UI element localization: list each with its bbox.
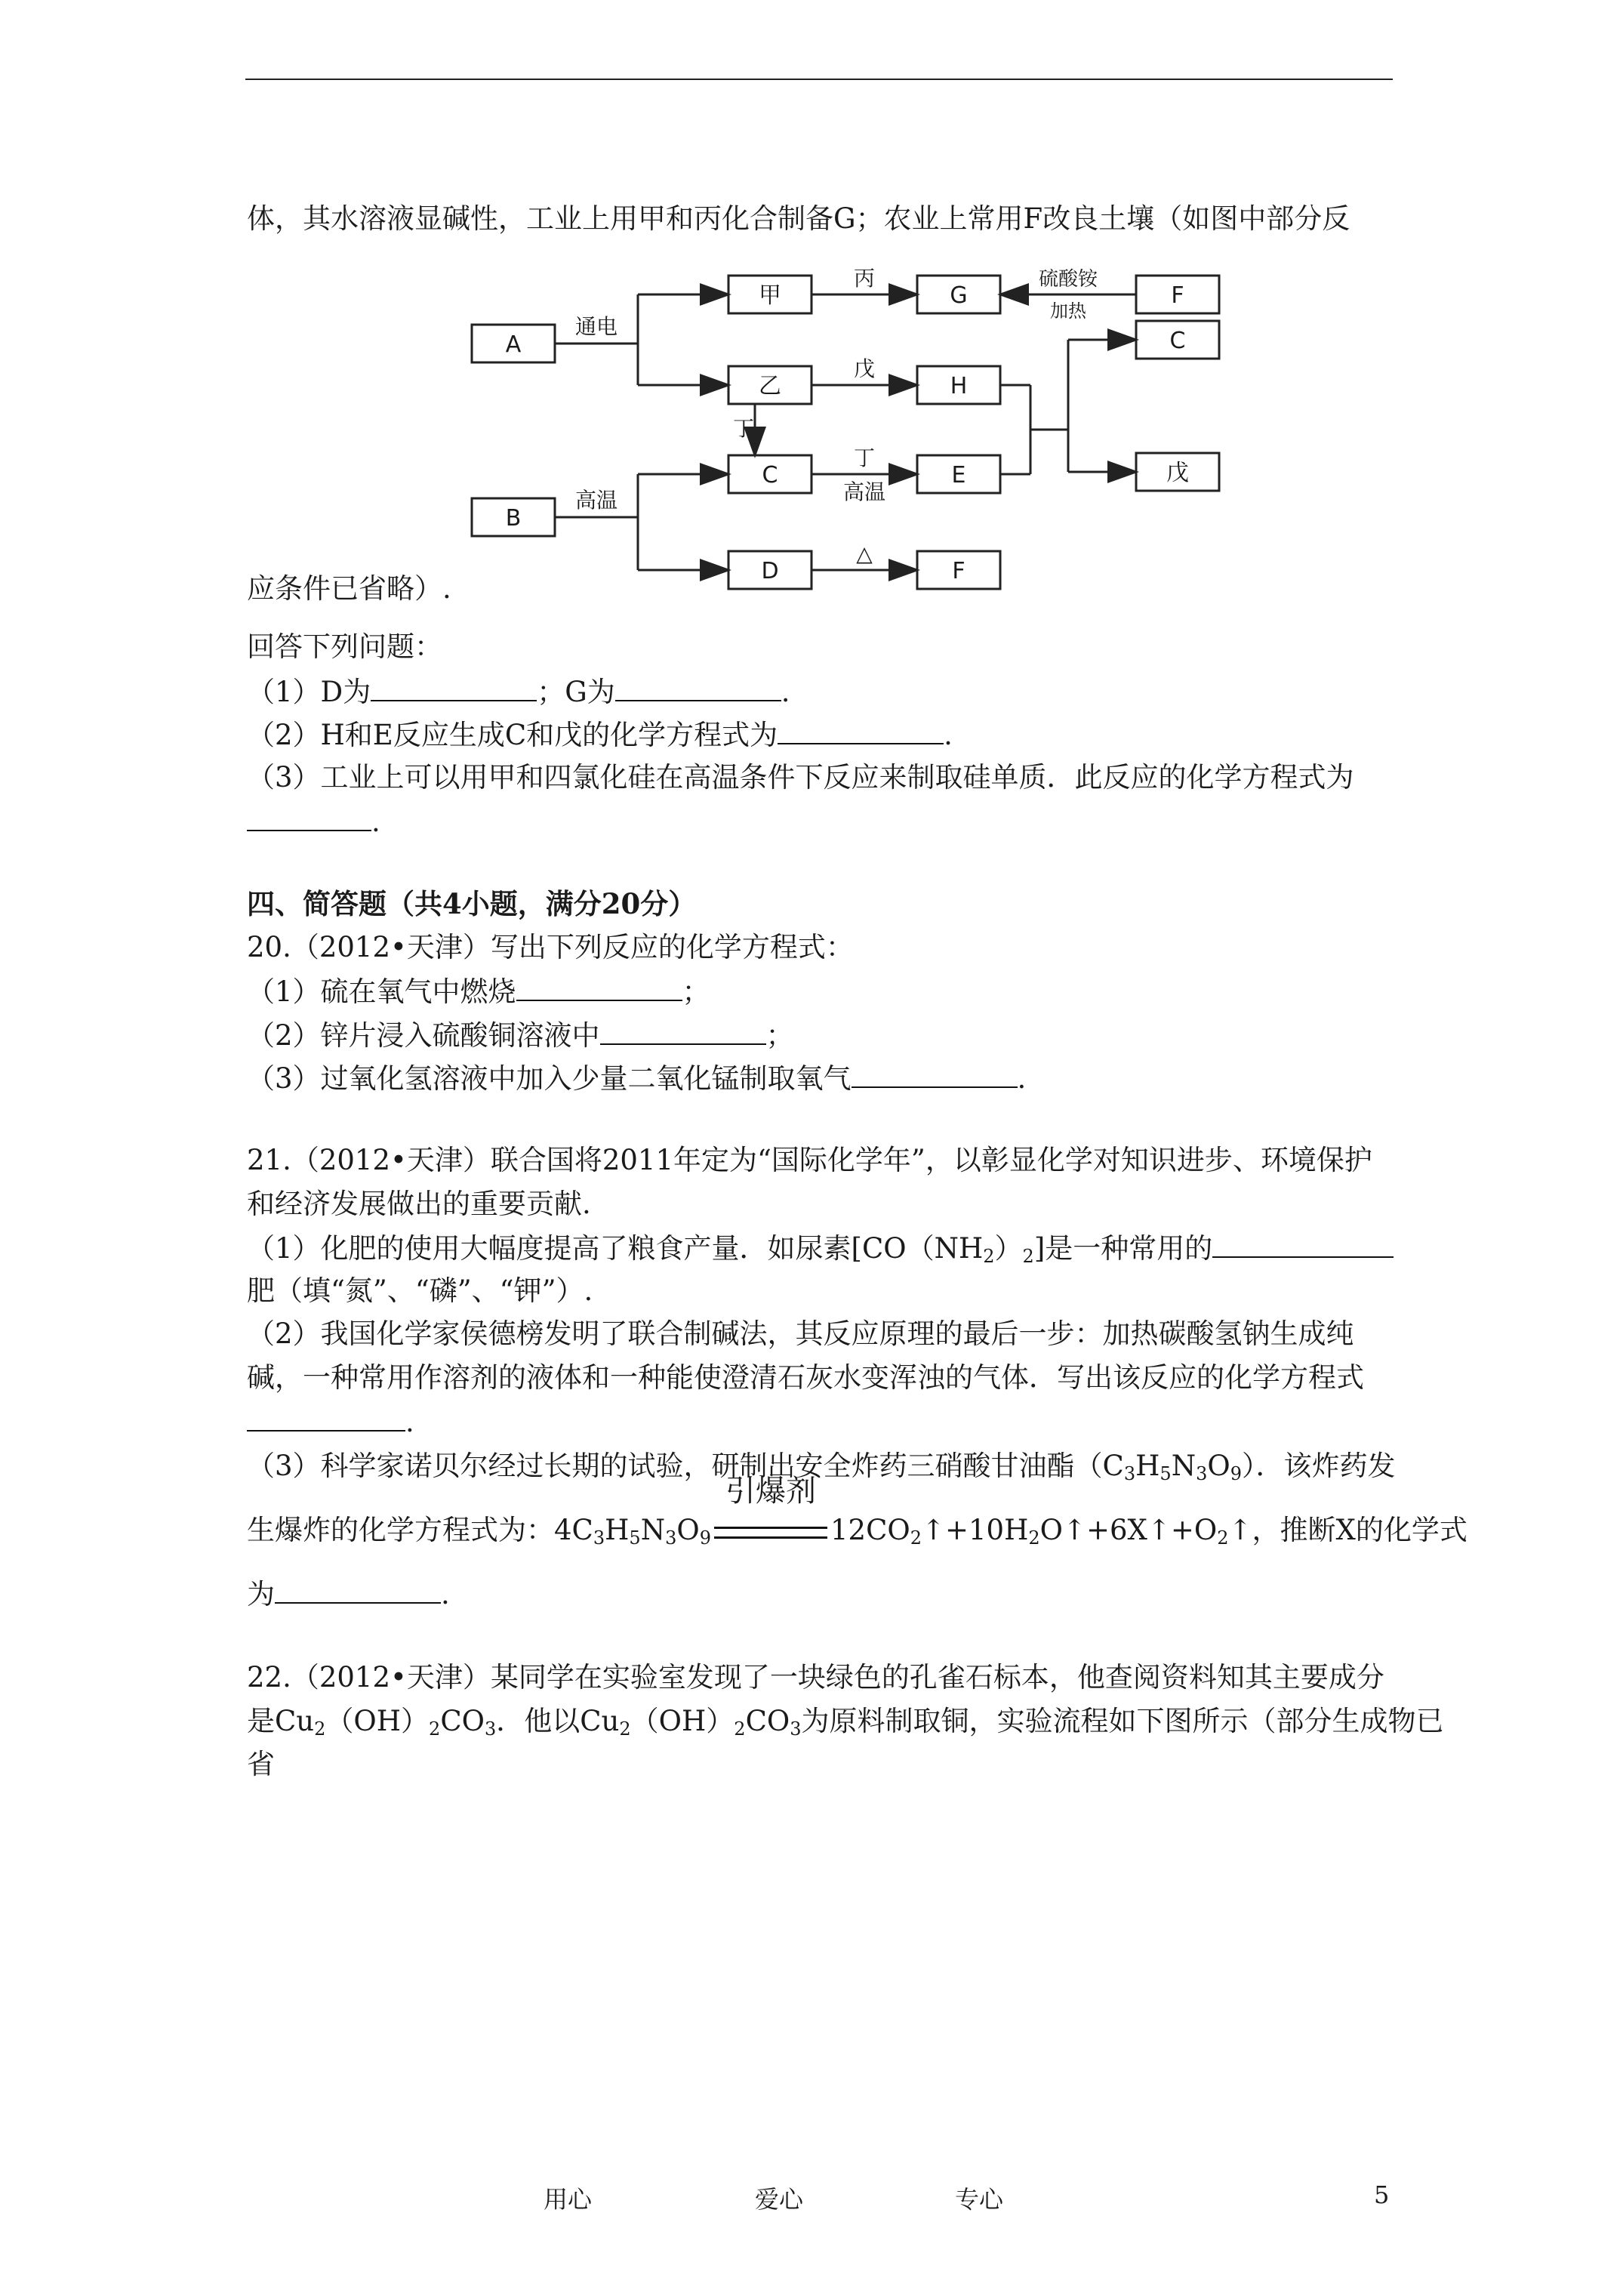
q19-answer-prompt: 回答下列问题： xyxy=(247,630,442,663)
q19-part1: （1）D为 ；G为 . xyxy=(247,676,790,708)
label-wu: 戊 xyxy=(853,356,876,381)
q22-stem-line2: 是$Cu_2(OH)_2CO_3$．他以$Cu_2(OH)_2CO_3$为原料制取铜，实验流程如下图所示（部分生成物已 xyxy=(247,1705,1444,1740)
q21-part2-line1: （2）我国化学家侯德榜发明了联合制碱法，其反应原理的最后一步：加热碳酸氢钠生成纯 xyxy=(247,1318,1354,1350)
node-wu: 戊 xyxy=(1166,460,1189,486)
q21-blank-fertilizer[interactable] xyxy=(1212,1231,1394,1258)
q20-part1: （1）硫在氧气中燃烧 ； xyxy=(247,975,710,1008)
reaction-condition-label: 引爆剂 xyxy=(725,1474,816,1509)
q19-part3-answer: . xyxy=(247,804,380,839)
node-g: G xyxy=(950,282,968,309)
q19-intro-line: 体，其水溶液显碱性，工业上用甲和丙化合制备G；农业上常用F改良土壤（如图中部分反 xyxy=(247,202,1350,235)
reaction-condition xyxy=(711,1474,830,1547)
label-gaowen2: 高温 xyxy=(842,479,886,504)
q19-blank-d[interactable] xyxy=(371,674,537,701)
header-rule xyxy=(245,79,1393,80)
footer-left: 用心 xyxy=(544,2185,593,2214)
page-number: 5 xyxy=(1374,2180,1390,2209)
q20-blank-3[interactable] xyxy=(852,1061,1018,1088)
q21-part3-line1: （3）科学家诺贝尔经过长期的试验，研制出安全炸药三硝酸甘油酯$(C_3H_5N_3O_9)$．该炸药发 xyxy=(247,1450,1396,1484)
node-jia: 甲 xyxy=(759,282,781,309)
label-ding2: 丁 xyxy=(853,445,876,470)
label-gaowen: 高温 xyxy=(574,488,618,513)
q19-intro-line2: 应条件已省略）. xyxy=(247,572,451,605)
node-d: D xyxy=(761,558,779,584)
q22-stem-line3: 省 xyxy=(247,1748,275,1780)
node-f2: F xyxy=(1171,282,1184,309)
section-4-heading: 四、简答题（共4小题，满分20分） xyxy=(247,887,697,920)
q21-part2-line2: 碱，一种常用作溶剂的液体和一种能使澄清石灰水变浑浊的气体．写出该反应的化学方程式 xyxy=(247,1361,1364,1394)
label-tongdian: 通电 xyxy=(574,314,618,339)
q21-part3-line2: 生爆炸的化学方程式为：$4C_3H_5N_3O_9$ 引爆剂 $12CO_2↑+10H_2O↑+6X↑+O_2↑$，推断X的化学式 xyxy=(247,1474,1467,1549)
label-liusuan: 硫酸铵 xyxy=(1038,268,1098,291)
label-bing: 丙 xyxy=(853,266,876,291)
q19-blank-silicon[interactable] xyxy=(247,804,371,831)
q20-part2: （2）锌片浸入硫酸铜溶液中 ； xyxy=(247,1019,794,1052)
footer-right: 专心 xyxy=(955,2185,1004,2214)
node-c1: C xyxy=(762,462,778,488)
node-yi: 乙 xyxy=(759,373,781,399)
q22-stem-line1: 22.（2012•天津）某同学在实验室发现了一块绿色的孔雀石标本，他查阅资料知其主要成分 xyxy=(247,1661,1384,1693)
q19-part3: （3）工业上可以用甲和四氯化硅在高温条件下反应来制取硅单质．此反应的化学方程式为 xyxy=(247,761,1354,794)
q21-blank-formula[interactable] xyxy=(275,1576,441,1604)
node-e: E xyxy=(951,462,966,488)
q21-part1: （1）化肥的使用大幅度提高了粮食产量．如尿素$[CO(NH_2)_2]$是一种常用的 xyxy=(247,1231,1394,1265)
q19-part2: （2）H和E反应生成C和戊的化学方程式为 . xyxy=(247,719,953,751)
label-jiare: 加热 xyxy=(1050,300,1086,322)
label-ding1: 丁 xyxy=(732,416,755,441)
node-f1: F xyxy=(952,558,965,584)
q21-stem-line2: 和经济发展做出的重要贡献. xyxy=(247,1188,591,1220)
label-delta: △ xyxy=(856,541,873,566)
q21-blank-equation[interactable] xyxy=(247,1404,405,1432)
q21-part2-answer: . xyxy=(247,1404,414,1439)
node-c2: C xyxy=(1169,328,1186,354)
footer-mid: 爱心 xyxy=(755,2185,804,2214)
q20-stem: 20.（2012•天津）写出下列反应的化学方程式： xyxy=(247,931,854,963)
q21-part1-cont: 肥（填“氮”、“磷”、“钾”）. xyxy=(247,1274,593,1307)
node-h: H xyxy=(950,373,968,399)
q20-blank-1[interactable] xyxy=(516,974,682,1001)
reaction-flow-diagram xyxy=(453,257,1246,604)
q19-blank-g[interactable] xyxy=(615,674,781,701)
node-a: A xyxy=(505,331,522,358)
node-b: B xyxy=(505,505,522,532)
q20-blank-2[interactable] xyxy=(600,1018,766,1045)
q21-part3-answer: 为 . xyxy=(247,1578,450,1610)
q20-part3: （3）过氧化氢溶液中加入少量二氧化锰制取氧气 . xyxy=(247,1062,1027,1095)
q21-stem-line1: 21.（2012•天津）联合国将2011年定为“国际化学年”，以彰显化学对知识进步、环境保护 xyxy=(247,1144,1372,1176)
equals-sign xyxy=(714,1527,827,1539)
q19-blank-equation[interactable] xyxy=(778,717,944,744)
